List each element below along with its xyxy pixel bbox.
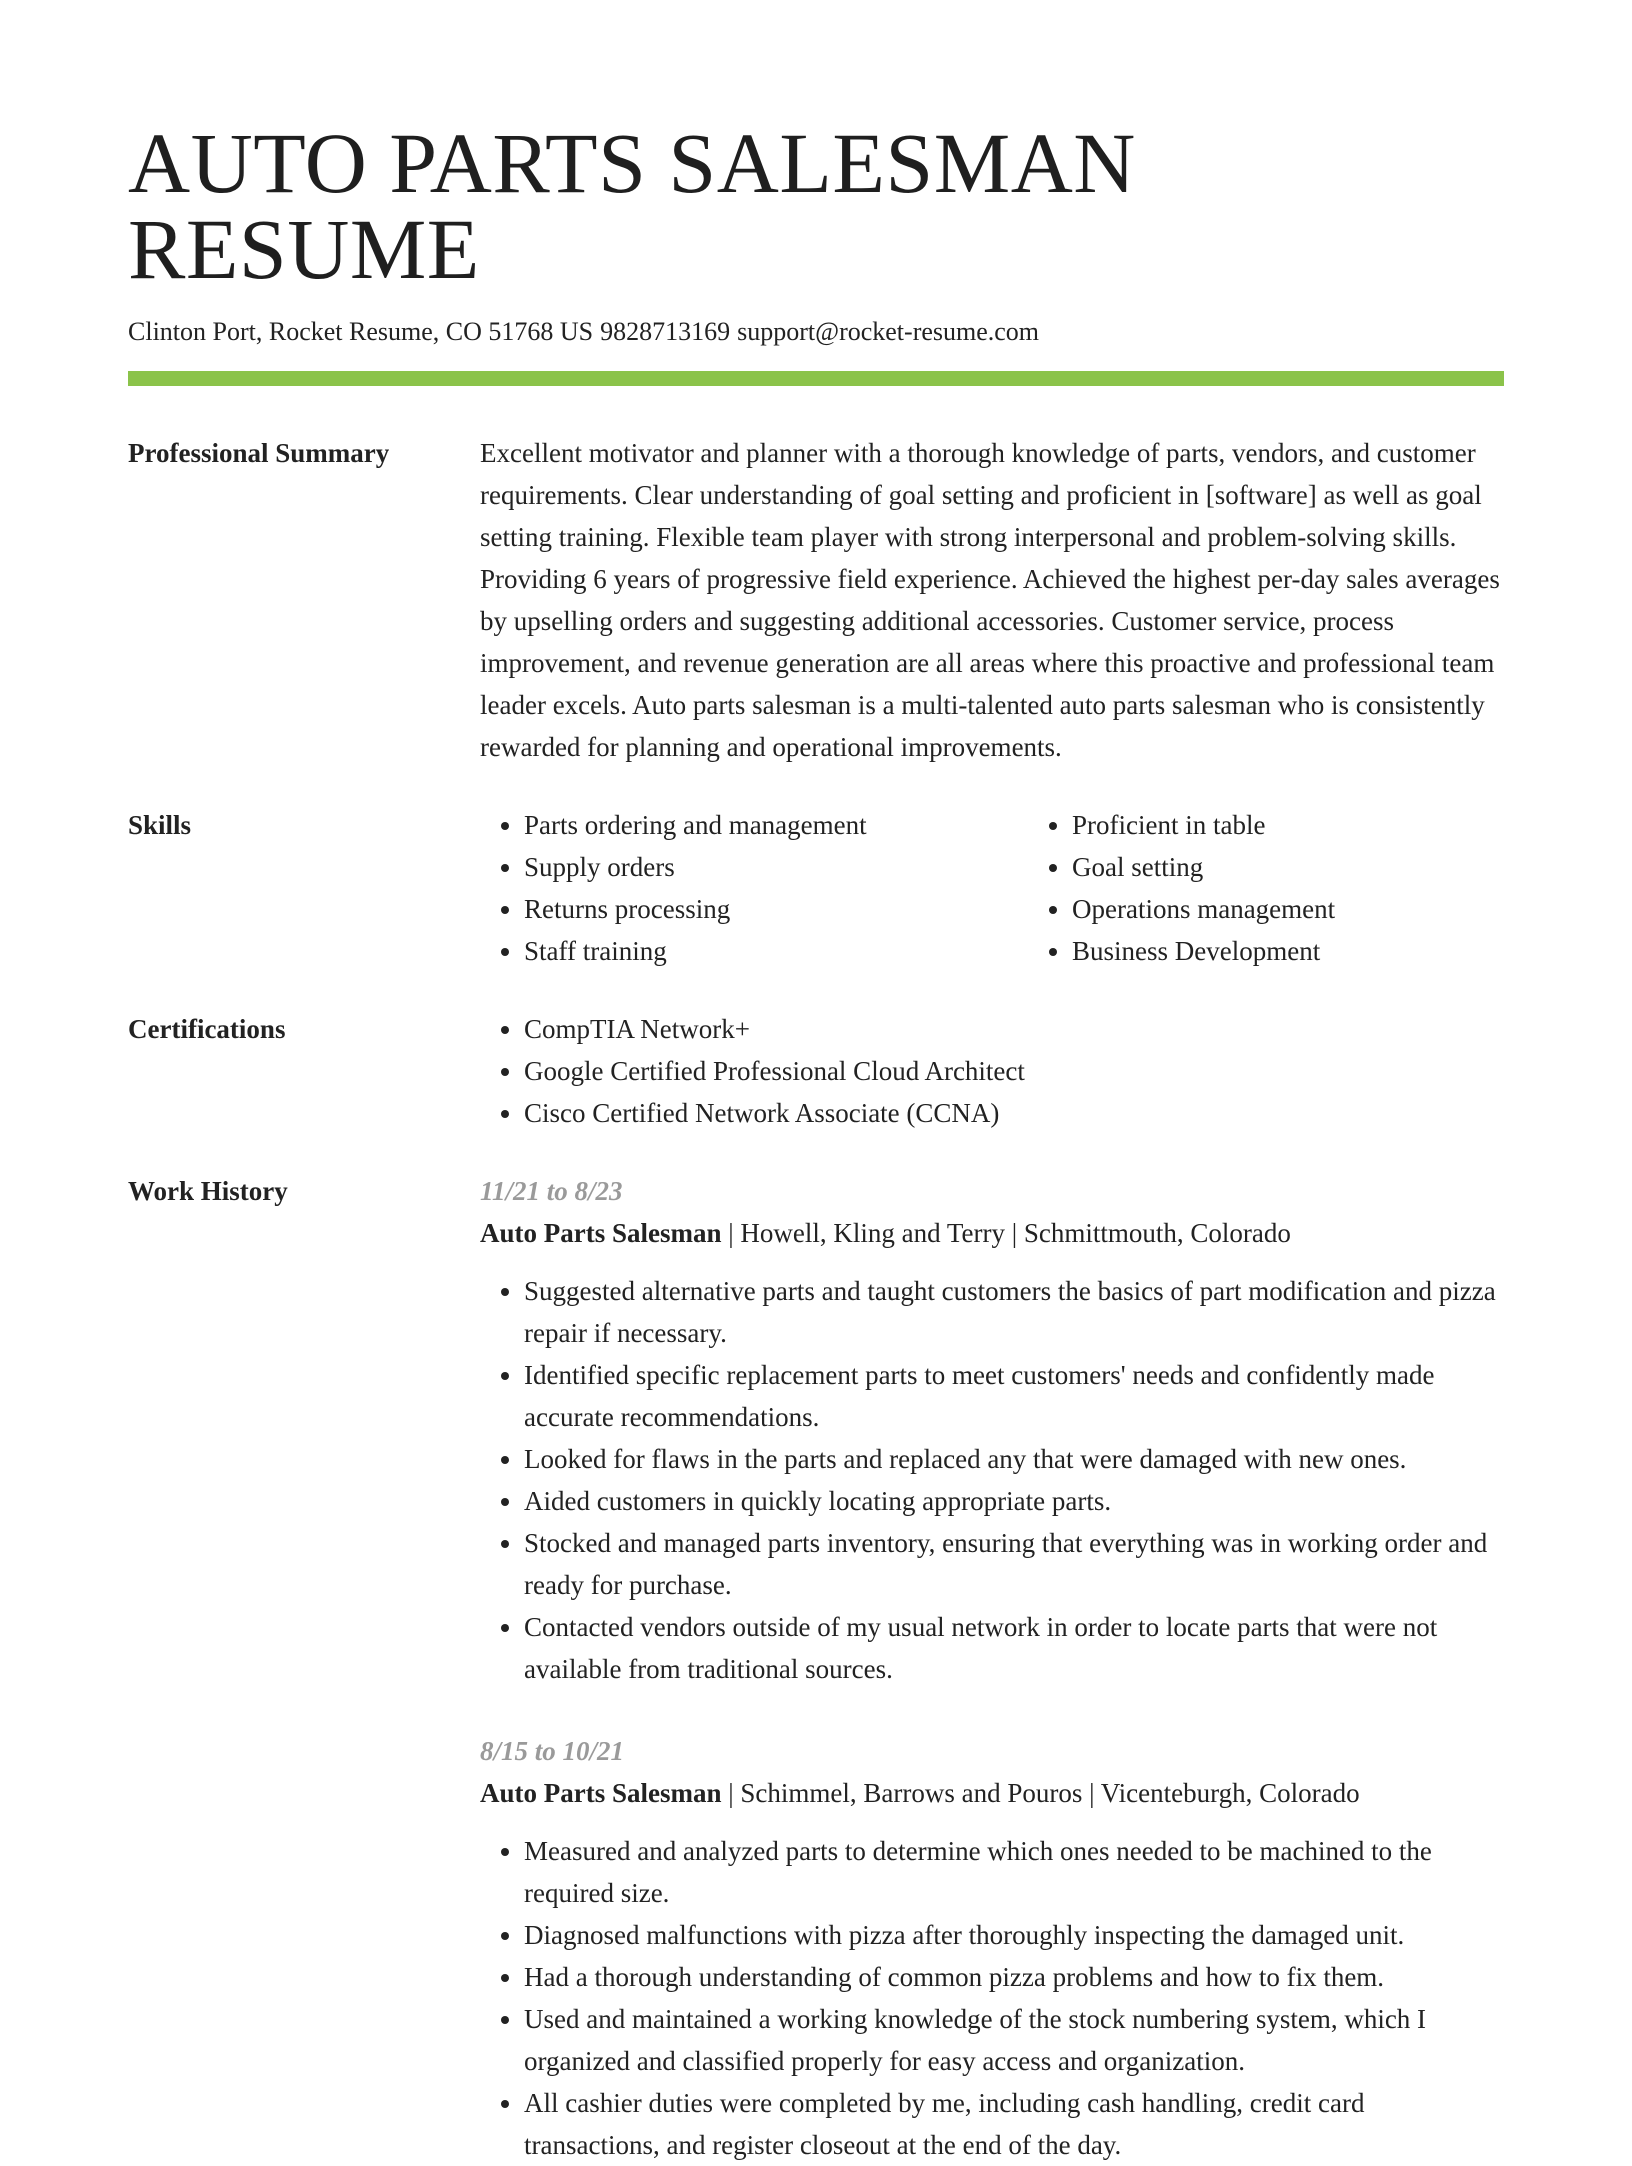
resume-page — [128, 115, 1504, 2166]
skill-item: • Operations management — [1072, 888, 1504, 930]
job-dates: 11/21 to 8/23 — [480, 1176, 623, 1207]
summary-section — [128, 432, 1504, 768]
job-bullet: • Stocked and managed parts inventory, ensuring that everything was in working order and ready for purchase. — [524, 1522, 1504, 1606]
contact-email: support@rocket-resume.com — [737, 317, 1040, 346]
accent-divider — [128, 371, 1504, 386]
job-bullet: • Used and maintained a working knowledge of the stock numbering system, which I organized and classified properly for easy access and organization. — [524, 1998, 1504, 2082]
skill-item: • Staff training — [524, 930, 1028, 972]
job-details: | Howell, Kling and Terry | Schmittmouth, Colorado — [721, 1218, 1291, 1249]
skills-list-right — [1028, 804, 1504, 972]
job-heading — [480, 1212, 1504, 1254]
resume-title: AUTO PARTS SALESMAN RESUME — [128, 115, 1136, 297]
skill-item: • Parts ordering and management — [524, 804, 1028, 846]
contact-address: Clinton Port, Rocket Resume, CO 51768 US — [128, 317, 594, 346]
certifications-list — [480, 1008, 1504, 1134]
job-bullets — [480, 1270, 1504, 1690]
skills-section — [128, 804, 1504, 972]
job-bullet: • Aided customers in quickly locating appropriate parts. — [524, 1480, 1504, 1522]
skill-item: • Returns processing — [524, 888, 1028, 930]
job-entry — [480, 1730, 1504, 2166]
job-bullet: • Had a thorough understanding of common pizza problems and how to fix them. — [524, 1956, 1504, 1998]
job-bullet: • Identified specific replacement parts to meet customers' needs and confidently made accurate recommendations. — [524, 1354, 1504, 1438]
contact-phone: 9828713169 — [600, 317, 731, 346]
certification-item: • Cisco Certified Network Associate (CCNA) — [524, 1092, 1504, 1134]
contact-line — [128, 316, 1504, 347]
certifications-heading: Certifications — [128, 1014, 286, 1045]
summary-text: Excellent motivator and planner with a thorough knowledge of parts, vendors, and customer requirements. Clear understanding of goal setting and proficient in [software] as well as goal setting training. Flexible team player with strong interpersonal and problem-solving skills. Providing 6 years of progressive field experience. Achieved the highest per-day sales averages by upselling orders and suggesting additional accessories. Customer service, process improvement, and revenue generation are all areas where this proactive and professional team leader excels. Auto parts salesman is a multi-talented auto parts salesman who is consistently rewarded for planning and operational improvements. — [480, 438, 1500, 763]
job-bullet: • Suggested alternative parts and taught customers the basics of part modification and pizza repair if necessary. — [524, 1270, 1504, 1354]
job-entry — [480, 1170, 1504, 1690]
job-bullet: • Measured and analyzed parts to determine which ones needed to be machined to the required size. — [524, 1830, 1504, 1914]
job-heading — [480, 1772, 1504, 1814]
job-bullet: • Diagnosed malfunctions with pizza after thoroughly inspecting the damaged unit. — [524, 1914, 1504, 1956]
job-bullet: • Looked for flaws in the parts and replaced any that were damaged with new ones. — [524, 1438, 1504, 1480]
job-bullets — [480, 1830, 1504, 2166]
skill-item: • Goal setting — [1072, 846, 1504, 888]
job-title: Auto Parts Salesman — [480, 1218, 722, 1249]
certifications-section — [128, 1008, 1504, 1134]
skill-item: • Supply orders — [524, 846, 1028, 888]
job-bullet: • Contacted vendors outside of my usual network in order to locate parts that were not available from traditional sources. — [524, 1606, 1504, 1690]
summary-heading: Professional Summary — [128, 438, 390, 469]
certification-item: • Google Certified Professional Cloud Architect — [524, 1050, 1504, 1092]
job-dates: 8/15 to 10/21 — [480, 1736, 625, 1767]
skill-item: • Proficient in table — [1072, 804, 1504, 846]
work-history-heading: Work History — [128, 1176, 288, 1207]
skills-heading: Skills — [128, 810, 192, 841]
job-details: | Schimmel, Barrows and Pouros | Vicenteburgh, Colorado — [721, 1778, 1360, 1809]
certification-item: • CompTIA Network+ — [524, 1008, 1504, 1050]
job-title: Auto Parts Salesman — [480, 1778, 722, 1809]
job-bullet: • All cashier duties were completed by me, including cash handling, credit card transactions, and register closeout at the end of the day. — [524, 2082, 1504, 2166]
skill-item: • Business Development — [1072, 930, 1504, 972]
work-history-section — [128, 1170, 1504, 2166]
skills-list-left — [480, 804, 1028, 972]
